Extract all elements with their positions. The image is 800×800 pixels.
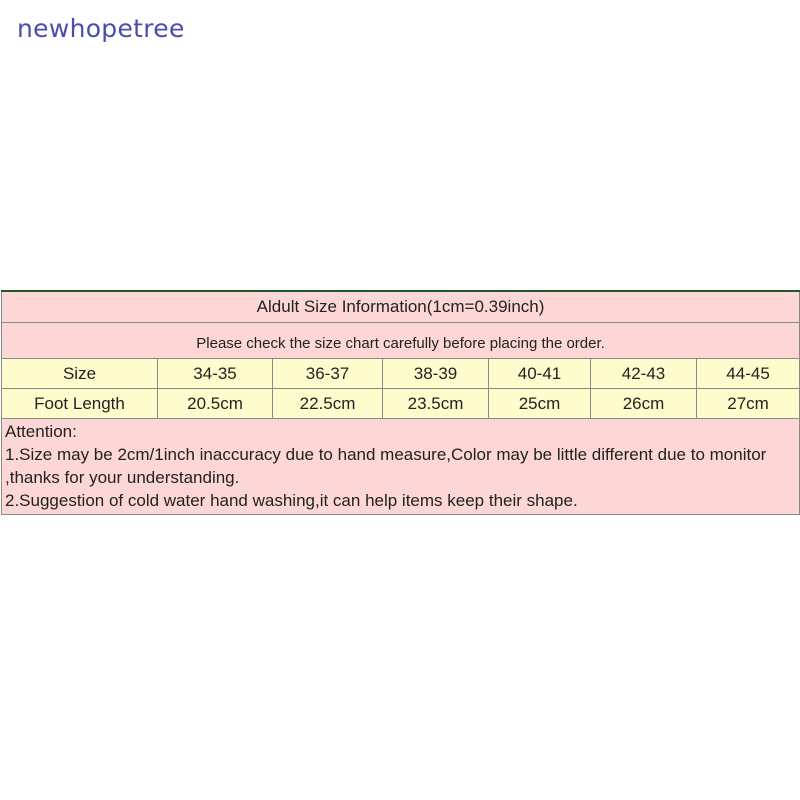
table-subtitle: Please check the size chart carefully before placing the order. xyxy=(2,323,800,359)
note-line-1: 1.Size may be 2cm/1inch inaccuracy due to hand measure,Color may be little different due to monitor ,thanks for your understanding. xyxy=(5,445,767,487)
foot-length-cell: 20.5cm xyxy=(158,389,273,419)
size-cell: 34-35 xyxy=(158,359,273,389)
note-line-2: 2.Suggestion of cold water hand washing,it can help items keep their shape. xyxy=(5,491,578,510)
size-cell: 38-39 xyxy=(383,359,489,389)
foot-length-cell: 22.5cm xyxy=(273,389,383,419)
size-row-label: Size xyxy=(2,359,158,389)
foot-length-row-label: Foot Length xyxy=(2,389,158,419)
foot-length-cell: 23.5cm xyxy=(383,389,489,419)
notes-heading: Attention: xyxy=(5,422,77,441)
size-row xyxy=(2,359,800,389)
table-title-row xyxy=(2,291,800,323)
notes-row xyxy=(2,419,800,515)
size-cell: 40-41 xyxy=(489,359,591,389)
foot-length-cell: 25cm xyxy=(489,389,591,419)
table-subtitle-row xyxy=(2,323,800,359)
size-cell: 36-37 xyxy=(273,359,383,389)
foot-length-cell: 27cm xyxy=(697,389,800,419)
size-cell: 42-43 xyxy=(591,359,697,389)
brand-watermark: newhopetree xyxy=(17,14,185,43)
notes-cell xyxy=(2,419,800,515)
foot-length-cell: 26cm xyxy=(591,389,697,419)
size-chart-table xyxy=(1,290,800,515)
table-title: Aldult Size Information(1cm=0.39inch) xyxy=(2,291,800,323)
size-cell: 44-45 xyxy=(697,359,800,389)
foot-length-row xyxy=(2,389,800,419)
